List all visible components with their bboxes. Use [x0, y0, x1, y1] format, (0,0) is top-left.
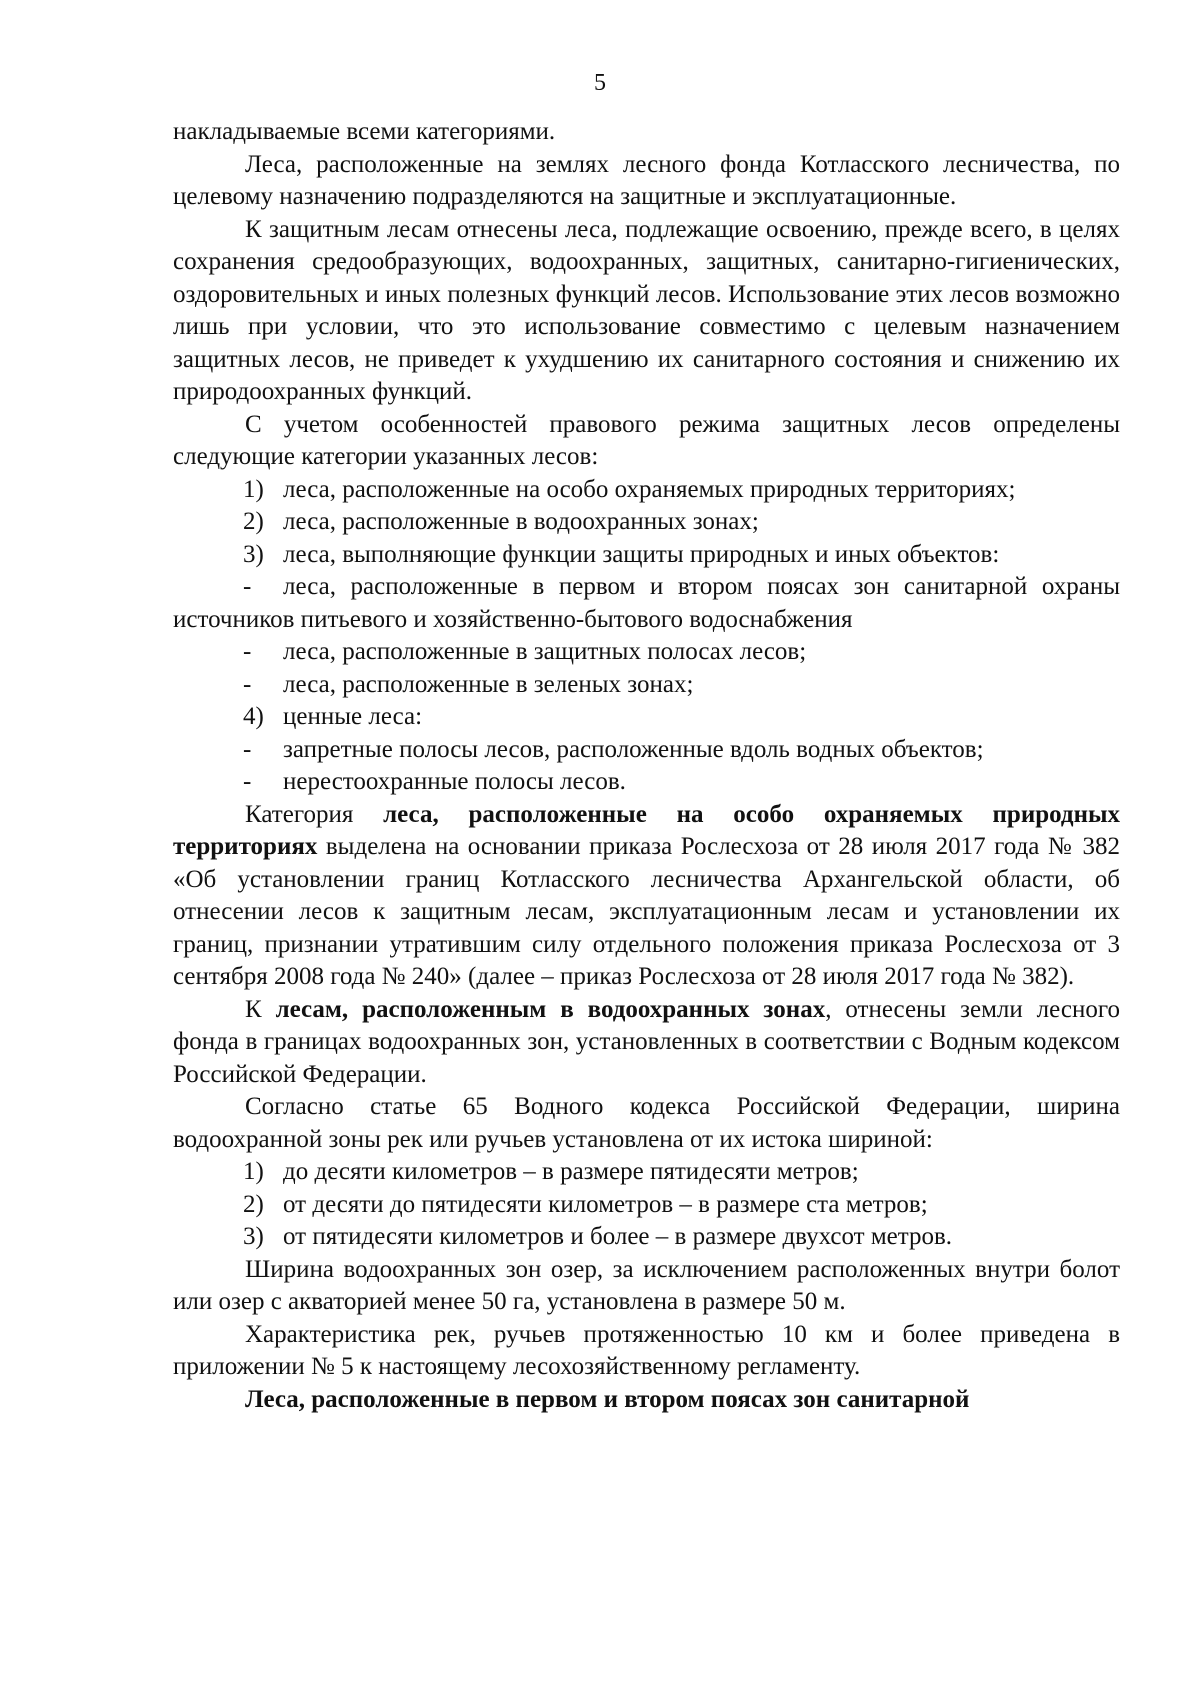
- list-item-text: леса, расположенные на особо охраняемых природных территориях;: [283, 475, 1016, 503]
- paragraph-water-protection: К лесам, расположенным в водоохранных зонах, отнесены земли лесного фонда в границах водоохранных зон, установленных в соответствии с Водным кодексом Российской Федерации.: [173, 995, 1120, 1088]
- list-marker: -: [243, 768, 252, 795]
- paragraph-water-code: Согласно статье 65 Водного кодекса Российской Федерации, ширина водоохранной зоны рек или ручьев установлена от их истока шириной:: [173, 1093, 1120, 1153]
- bold-term: Леса, расположенные в первом и втором поясах зон санитарной: [245, 1385, 970, 1413]
- list-item: [173, 636, 1120, 669]
- paragraph-lakes-width: Ширина водоохранных зон озер, за исключением расположенных внутри болот или озер с акваторией менее 50 га, установлена в размере 50 м.: [173, 1255, 1120, 1315]
- bold-term: леса, расположенные на особо охраняемых природных территориях: [173, 800, 1120, 860]
- list-item: [173, 506, 1120, 539]
- paragraph-sanitary-zones: [173, 1384, 1120, 1417]
- paragraph-oopt-category: Категория леса, расположенные на особо охраняемых природных территориях выделена на основании приказа Рослесхоза от 28 июля 2017 года № 382 «Об установлении границ Котласского лесничества Архангельской области, об отнесении лесов к защитным лесам, эксплуатационным лесам и установлении их границ, признании утратившим силу отдельного положения приказа Рослесхоза от 3 сентября 2008 года № 240» (далее – приказ Рослесхоза от 28 июля 2017 года № 382).: [173, 800, 1120, 990]
- list-item: [173, 539, 1120, 572]
- list-item-text: от пятидесяти километров и более – в размере двухсот метров.: [283, 1223, 953, 1250]
- page-number: 5: [594, 70, 606, 96]
- list-item: [173, 1156, 1120, 1189]
- list-item: [173, 571, 1120, 636]
- list-marker: 4): [243, 703, 264, 730]
- list-item-text: леса, выполняющие функции защиты природных и иных объектов:: [283, 540, 1000, 568]
- list-marker: -: [243, 670, 252, 698]
- list-item-text: леса, расположенные в зеленых зонах;: [283, 670, 694, 698]
- list-marker: -: [243, 735, 252, 763]
- list-item: [173, 474, 1120, 507]
- paragraph-forest-division: Леса, расположенные на землях лесного фонда Котласского лесничества, по целевому назначению подразделяются на защитные и эксплуатационные.: [173, 150, 1120, 210]
- list-marker: -: [243, 638, 252, 665]
- paragraph-protective-forests: К защитным лесам отнесены леса, подлежащие освоению, прежде всего, в целях сохранения средообразующих, водоохранных, защитных, санитарно-гигиенических, оздоровительных и иных полезных функций лесов. Использование этих лесов возможно лишь при условии, что это использование совместимо с целевым назначением защитных лесов, не приведет к ухудшению их санитарного состояния и снижению их природоохранных функций.: [173, 215, 1120, 405]
- list-item: [173, 669, 1120, 702]
- list-marker: 2): [243, 508, 264, 535]
- paragraph-categories-intro: С учетом особенностей правового режима защитных лесов определены следующие категории указанных лесов:: [173, 410, 1120, 470]
- document-body: [173, 116, 1120, 1416]
- list-item-text: леса, расположенные в первом и втором поясах зон санитарной охраны источников питьевого и хозяйственно-бытового водоснабжения: [173, 573, 1120, 633]
- paragraph-continuation: накладываемые всеми категориями.: [173, 118, 556, 145]
- list-marker: 3): [243, 540, 264, 568]
- list-marker: 1): [243, 475, 264, 503]
- list-item-text: запретные полосы лесов, расположенные вдоль водных объектов;: [283, 735, 984, 763]
- list-item: [173, 734, 1120, 767]
- list-item-text: леса, расположенные в защитных полосах лесов;: [283, 638, 807, 665]
- list-item: [173, 1221, 1120, 1254]
- list-item-text: леса, расположенные в водоохранных зонах;: [283, 508, 759, 535]
- bold-term: лесам, расположенным в водоохранных зонах: [275, 995, 826, 1023]
- paragraph-rivers-appendix: Характеристика рек, ручьев протяженностью 10 км и более приведена в приложении № 5 к настоящему лесохозяйственному регламенту.: [173, 1320, 1120, 1380]
- list-item-text: от десяти до пятидесяти километров – в размере ста метров;: [283, 1190, 928, 1218]
- list-item: [173, 701, 1120, 734]
- list-item: [173, 766, 1120, 799]
- list-marker: 1): [243, 1158, 264, 1185]
- list-marker: -: [243, 573, 252, 600]
- list-marker: 3): [243, 1223, 264, 1250]
- list-marker: 2): [243, 1190, 264, 1218]
- list-item: [173, 1189, 1120, 1222]
- list-item-text: ценные леса:: [283, 703, 423, 730]
- list-item-text: нерестоохранные полосы лесов.: [283, 768, 626, 795]
- list-item-text: до десяти километров – в размере пятидесяти метров;: [283, 1158, 859, 1185]
